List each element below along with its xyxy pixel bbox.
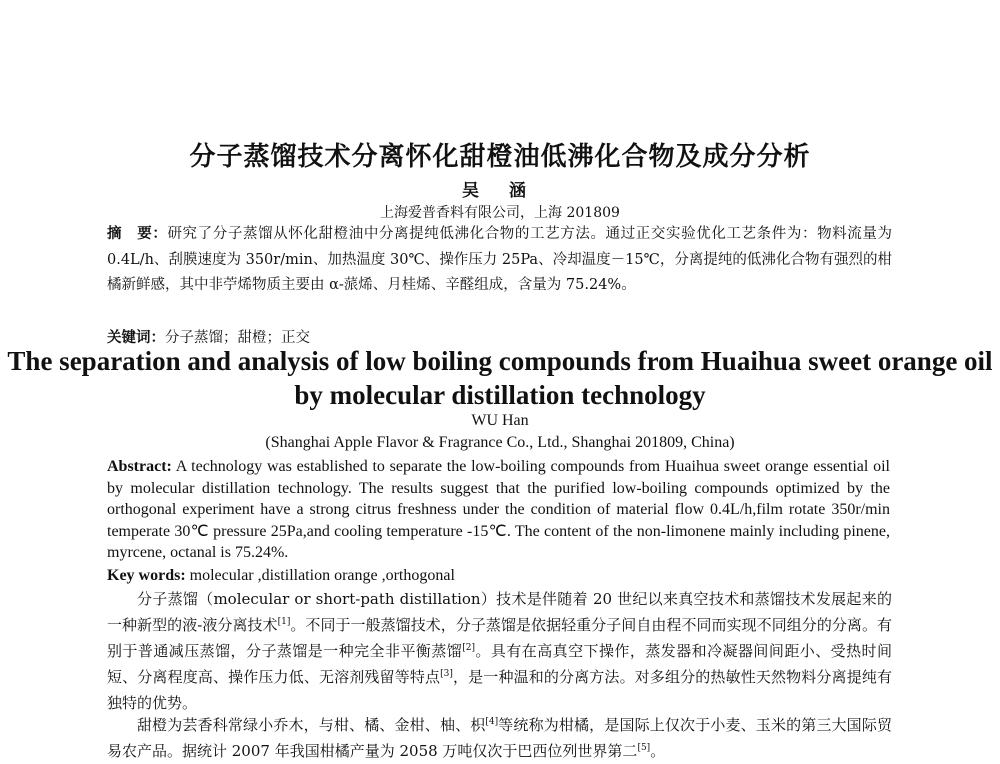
english-abstract-text: A technology was established to separate the low-boiling compounds from Huaihua sweet orange essential oil by molecular distillation technology. The results suggest that the purified low-boiling compounds optimized by the orthogonal experiment have a strong citrus freshness under the condition of material flow 0.4L/h,film rotate 350r/min temperate 30℃ pressure 25Pa,and cooling temperature -15℃. The content of the non-limonene mainly including pinene, myrcene, octanal is 75.24%. [107,458,890,562]
citation-ref: [4] [485,717,499,727]
chinese-abstract [107,222,892,299]
paragraph-text: 分子蒸馏（molecular or short-path distillation）技术是伴随着 20 世纪以来真空技术和蒸馏技术发展起来的一种新型的液-液分离技术 [107,590,892,634]
chinese-keywords-text: 分子蒸馏；甜橙；正交 [165,330,310,346]
body-paragraph-2 [107,712,892,764]
chinese-abstract-text: 研究了分子蒸馏从怀化甜橙油中分离提纯低沸化合物的工艺方法。通过正交实验优化工艺条件为：物料流量为 0.4L/h、刮膜速度为 350r/min、加热温度 30℃、操作压力 25Pa、冷却温度－15℃，分离提纯的低沸化合物有强烈的柑橘新鲜感，其中非苧烯物质主要由 α-蒎烯、月桂烯、辛醛组成，含量为 75.24%。 [107,226,893,293]
chinese-title: 分子蒸馏技术分离怀化甜橙油低沸化合物及成分分析 [189,142,811,172]
english-abstract [107,456,890,564]
citation-ref: [1] [277,617,291,627]
citation-ref: [2] [462,643,475,653]
chinese-author: 吴 涵 [462,181,538,201]
paragraph-text: 。不同于一般蒸馏技术，分子蒸馏是依据轻重分子间自由程不同而实现不同组分的分离。有别于普通减压蒸馏，分子蒸馏是一种完全非平衡蒸馏 [107,616,892,660]
english-keywords-text: molecular ,distillation orange ,orthogonal [185,567,455,584]
citation-ref: [3] [440,669,453,679]
english-keywords-label: Key words: [107,567,186,584]
paragraph-text: 甜橙为芸香科常绿小乔木，与柑、橘、金柑、柚、枳 [137,716,486,734]
chinese-abstract-label: 摘 要： [107,226,168,242]
paragraph-text: 等统称为柑橘，是国际上仅次于小麦、玉米的第三大国际贸易农产品。据统计 2007 年我国柑橘产量为 2058 万吨仅次于巴西位列世界第二 [107,716,892,760]
body-paragraph-1 [107,586,892,716]
paragraph-text: ，是一种温和的分离方法。对多组分的热敏性天然物料分离提纯有独特的优势。 [107,668,892,712]
english-keywords [107,567,455,585]
english-title: The separation and analysis of low boiling compounds from Huaihua sweet orange oil by molecular distillation technology [7,346,993,410]
paragraph-text: 。 [650,742,666,760]
english-author: WU Han [471,412,529,429]
chinese-keywords-label: 关键词： [107,330,165,346]
citation-ref: [5] [637,743,651,753]
chinese-affiliation: 上海爱普香料有限公司，上海 201809 [380,205,620,221]
english-affiliation: (Shanghai Apple Flavor & Fragrance Co., Ltd., Shanghai 201809, China) [265,434,735,451]
paragraph-text: 。具有在高真空下操作，蒸发器和冷凝器间间距小、受热时间短、分离程度高、操作压力低、无溶剂残留等特点 [107,642,892,686]
english-abstract-label: Abstract: [107,458,172,475]
